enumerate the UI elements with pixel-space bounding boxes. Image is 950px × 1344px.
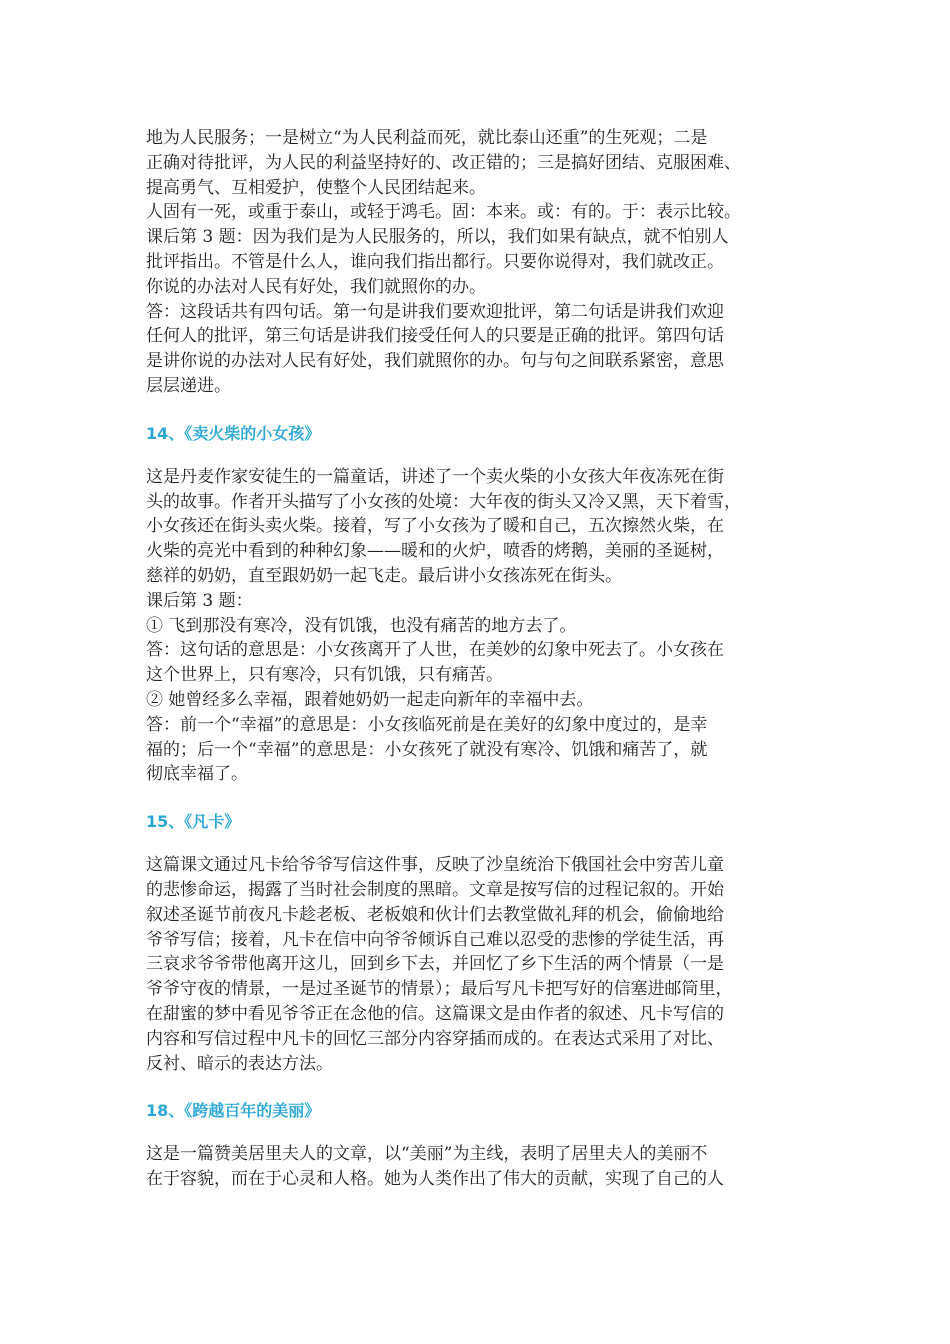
text-line: 课后第 3 题：	[146, 590, 253, 611]
text-line: ① 飞到那没有寒冷，没有饥饿，也没有痛苦的地方去了。	[146, 615, 577, 636]
section-14-body	[146, 465, 812, 787]
text-line: 是讲你说的办法对人民有好处，我们就照你的办。句与句之间联系紧密，意思	[146, 351, 724, 372]
text-line: 在甜蜜的梦中看见爷爷正在念他的信。这篇课文是由作者的叙述、凡卡写信的	[146, 1003, 724, 1024]
text-line: ② 她曾经多么幸福，跟着她奶奶一起走向新年的幸福中去。	[146, 689, 594, 710]
section-heading-18: 18、《跨越百年的美丽》	[146, 1101, 321, 1121]
text-line: 爷爷守夜的情景，一是过圣诞节的情景）；最后写凡卡把写好的信塞进邮筒里，	[146, 979, 733, 1000]
text-line: 这是一篇赞美居里夫人的文章，以“美丽”为主线，表明了居里夫人的美丽不	[146, 1144, 708, 1165]
text-line: 答：这段话共有四句话。第一句是讲我们要欢迎批评，第二句话是讲我们欢迎	[146, 301, 724, 322]
text-line: 地为人民服务；一是树立“为人民利益而死，就比泰山还重”的生死观；二是	[146, 128, 708, 148]
section-15-body	[146, 853, 812, 1076]
text-line: 人固有一死，或重于泰山，或轻于鸿毛。固：本来。或：有的。于：表示比较。	[146, 202, 741, 223]
text-line: 头的故事。作者开头描写了小女孩的处境：大年夜的街头又冷又黑，天下着雪，	[146, 491, 741, 512]
section-heading-15: 15、《凡卡》	[146, 812, 241, 832]
text-line: 课后第 3 题：因为我们是为人民服务的，所以，我们如果有缺点，就不怕别人	[146, 227, 729, 248]
text-line: 正确对待批评，为人民的利益坚持好的、改正错的；三是搞好团结、克服困难、	[146, 152, 741, 173]
text-line: 这篇课文通过凡卡给爷爷写信这件事，反映了沙皇统治下俄国社会中穷苦儿童	[146, 855, 724, 876]
text-line: 三哀求爷爷带他离开这儿，回到乡下去，并回忆了乡下生活的两个情景（一是	[146, 954, 724, 975]
text-line: 福的；后一个“幸福”的意思是：小女孩死了就没有寒冷、饥饿和痛苦了，就	[146, 739, 708, 760]
text-line: 答：前一个“幸福”的意思是：小女孩临死前是在美好的幻象中度过的，是幸	[146, 714, 708, 735]
text-line: 反衬、暗示的表达方法。	[146, 1053, 333, 1074]
section-heading-14: 14、《卖火柴的小女孩》	[146, 423, 321, 443]
text-line: 批评指出。不管是什么人，谁向我们指出都行。只要你说得对，我们就改正。	[146, 251, 724, 272]
text-line: 层层递进。	[146, 375, 231, 396]
text-line: 这个世界上，只有寒冷，只有饥饿，只有痛苦。	[146, 665, 503, 686]
text-line: 火柴的亮光中看到的种种幻象——暖和的火炉，喷香的烤鹅，美丽的圣诞树，	[146, 541, 724, 562]
text-line: 在于容貌，而在于心灵和人格。她为人类作出了伟大的贡献，实现了自己的人	[146, 1169, 724, 1190]
text-line: 任何人的批评，第三句话是讲我们接受任何人的只要是正确的批评。第四句话	[146, 326, 724, 347]
document-body	[146, 126, 812, 1192]
text-line: 慈祥的奶奶，直至跟奶奶一起飞走。最后讲小女孩冻死在街头。	[146, 565, 622, 586]
text-line: 叙述圣诞节前夜凡卡趁老板、老板娘和伙计们去教堂做礼拜的机会，偷偷地给	[146, 904, 724, 925]
section-18-body	[146, 1142, 812, 1192]
text-line: 内容和写信过程中凡卡的回忆三部分内容穿插而成的。在表达式采用了对比、	[146, 1028, 724, 1049]
text-line: 彻底幸福了。	[146, 764, 248, 785]
text-line: 提高勇气、互相爱护，使整个人民团结起来。	[146, 177, 486, 198]
text-line: 答：这句话的意思是：小女孩离开了人世，在美妙的幻象中死去了。小女孩在	[146, 640, 724, 661]
text-line: 这是丹麦作家安徒生的一篇童话，讲述了一个卖火柴的小女孩大年夜冻死在街	[146, 466, 724, 487]
intro-paragraph-block	[146, 126, 812, 399]
text-line: 你说的办法对人民有好处，我们就照你的办。	[146, 276, 486, 297]
text-line: 的悲惨命运，揭露了当时社会制度的黑暗。文章是按写信的过程记叙的。开始	[146, 879, 724, 900]
text-line: 爷爷写信；接着，凡卡在信中向爷爷倾诉自己难以忍受的悲惨的学徒生活，再	[146, 929, 724, 950]
text-line: 小女孩还在街头卖火柴。接着，写了小女孩为了暖和自己，五次擦然火柴，在	[146, 516, 724, 537]
